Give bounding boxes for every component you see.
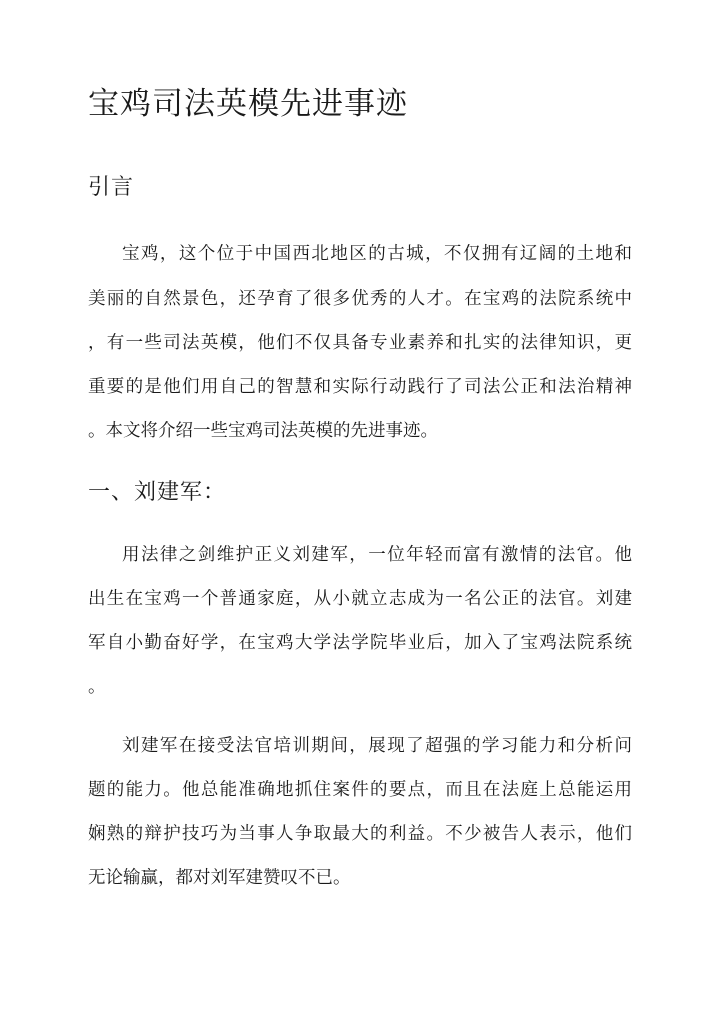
paragraph-line: 出生在宝鸡一个普通家庭，从小就立志成为一名公正的法官。刘建 [88, 589, 632, 609]
section-heading-liu-jianjun: 一、刘建军： [88, 480, 227, 505]
paragraph-line: 宝鸡，这个位于中国西北地区的古城，不仅拥有辽阔的土地和 [122, 244, 632, 264]
paragraph-line: 。本文将介绍一些宝鸡司法英模的先进事迹。 [88, 421, 438, 441]
paragraph-line: 军自小勤奋好学，在宝鸡大学法学院毕业后，加入了宝鸡法院系统 [88, 633, 632, 653]
document-title: 宝鸡司法英模先进事迹 [88, 86, 408, 122]
paragraph-line: 美丽的自然景色，还孕育了很多优秀的人才。在宝鸡的法院系统中 [88, 289, 632, 309]
paragraph-line: ，有一些司法英模，他们不仅具备专业素养和扎实的法律知识，更 [88, 333, 632, 353]
paragraph-line: 。 [88, 677, 106, 697]
paragraph-line: 无论输赢，都对刘军建赞叹不已。 [88, 868, 351, 888]
paragraph-line: 重要的是他们用自己的智慧和实际行动践行了司法公正和法治精神 [88, 377, 632, 397]
paragraph-line: 刘建军在接受法官培训期间，展现了超强的学习能力和分析问 [122, 736, 632, 756]
paragraph-line: 娴熟的辩护技巧为当事人争取最大的利益。不少被告人表示，他们 [88, 824, 632, 844]
paragraph-line: 用法律之剑维护正义刘建军，一位年轻而富有激情的法官。他 [122, 545, 632, 565]
section-heading-introduction: 引言 [88, 175, 135, 200]
paragraph-line: 题的能力。他总能准确地抓住案件的要点，而且在法庭上总能运用 [88, 780, 632, 800]
